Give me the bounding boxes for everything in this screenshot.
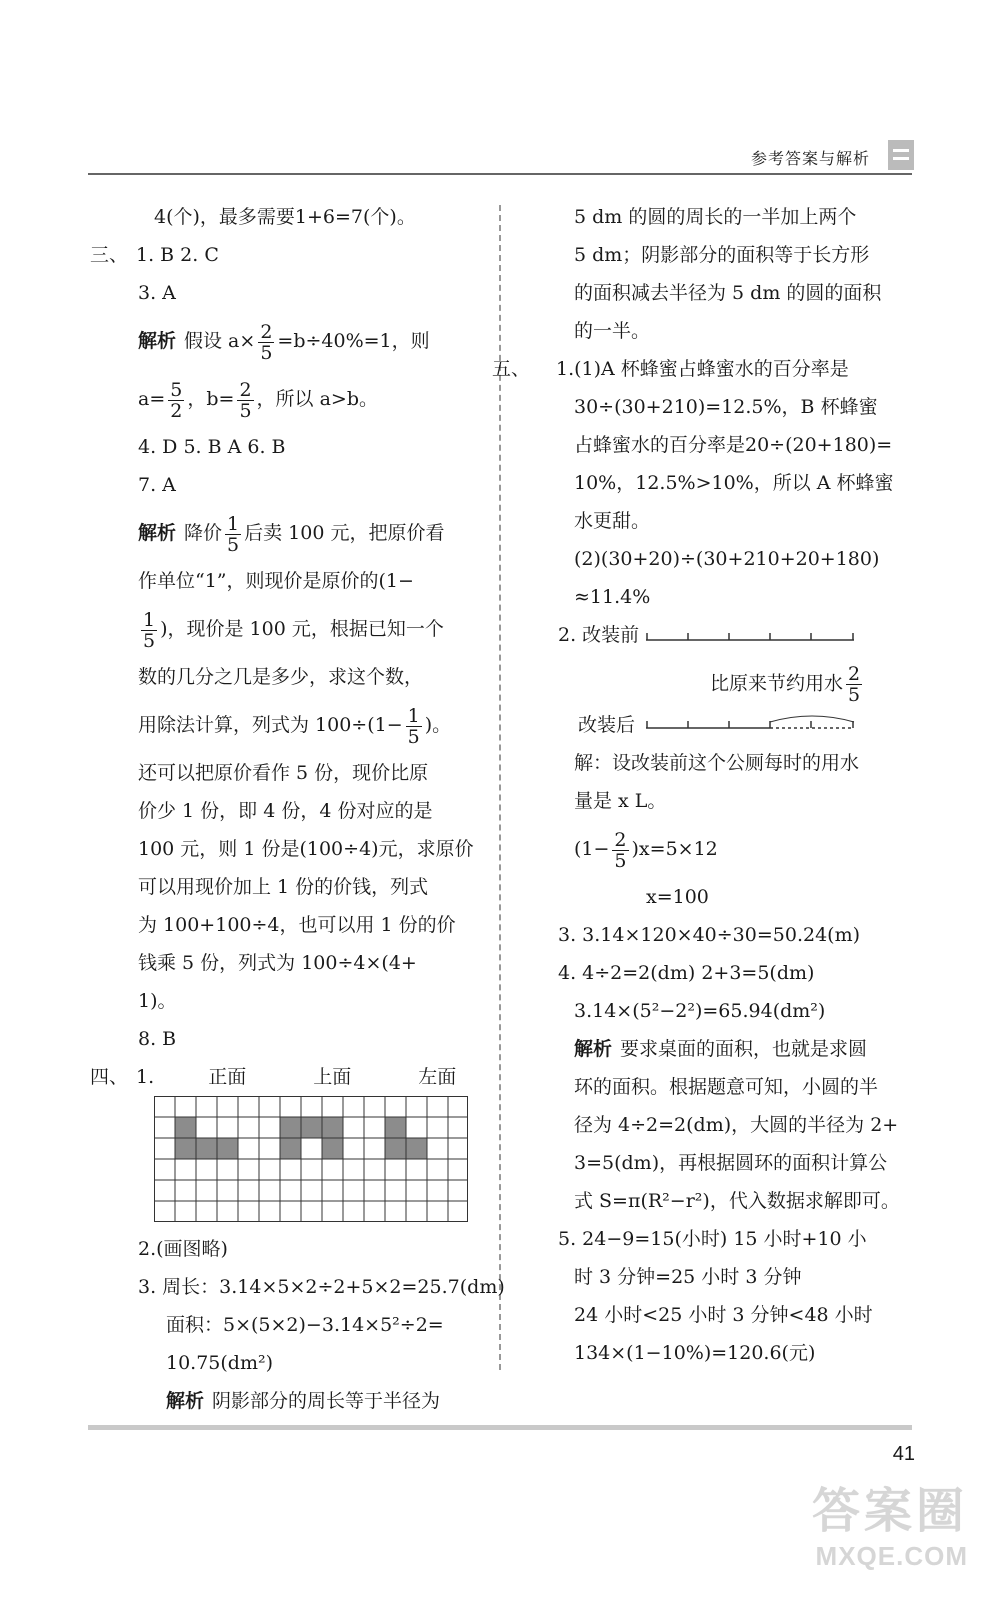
text: 用除法计算，列式为 100÷(1−: [138, 714, 403, 736]
after-segment-diagram: [646, 710, 856, 734]
text-line: 环的面积。根据题意可知，小圆的半: [574, 1076, 879, 1098]
numerator: 1: [407, 704, 420, 727]
text-line: 时 3 分钟=25 小时 3 分钟: [574, 1266, 802, 1288]
analysis-line: 100 元，则 1 份是(100÷4)元，求原价: [138, 838, 474, 860]
watermark-text: 答案圈: [811, 1485, 968, 1538]
text: )x=5×12: [631, 838, 718, 860]
section-label: 四、: [90, 1066, 129, 1088]
answer-line: 7. A: [138, 474, 176, 496]
saving-note: [510, 654, 910, 706]
saving-text: [710, 664, 865, 705]
text-line: 的一半。: [574, 320, 651, 342]
top-view-label: 上面: [313, 1066, 352, 1088]
analysis-label: 解析: [574, 1038, 613, 1060]
text: )。: [424, 714, 452, 736]
text: ，所以 a>b。: [256, 388, 378, 410]
front-view-cell: [196, 1138, 217, 1159]
section-five: [492, 350, 910, 388]
text-line: 量是 x L。: [574, 790, 667, 812]
answer-line: 面积：5×(5×2)−3.14×5²÷2=: [166, 1314, 444, 1336]
answer-line: [510, 706, 910, 744]
denominator: 5: [848, 684, 861, 706]
analysis-line: [510, 1030, 910, 1068]
section-four: [90, 1058, 482, 1096]
analysis-line: 数的几分之几是多少，求这个数，: [138, 666, 424, 688]
analysis-line: [90, 312, 482, 370]
answer-line: 4. 4÷2=2(dm) 2+3=5(dm): [558, 962, 815, 984]
page-number: 41: [892, 1443, 915, 1465]
watermark-domain: MXQE.COM: [815, 1541, 968, 1571]
question-number: 1.: [136, 1066, 155, 1088]
answer-line: 3. 周长：3.14×5×2÷2+5×2=25.7(dm): [138, 1276, 505, 1298]
numerator: 2: [260, 320, 273, 343]
denominator: 5: [143, 629, 156, 652]
text: =b÷40%=1，则: [277, 330, 430, 352]
analysis-label: 解析: [138, 330, 177, 352]
answer-line: 10.75(dm²): [166, 1352, 274, 1374]
analysis-line: [90, 696, 482, 754]
top-view-cell: [301, 1117, 322, 1138]
text: ，b=: [187, 388, 235, 410]
text: )，现价是 100 元，根据已知一个: [160, 618, 444, 640]
analysis-line: 作单位“1”，则现价是原价的(1−: [138, 570, 414, 592]
equation-line: x=100: [646, 886, 709, 908]
front-view-cell: [175, 1138, 196, 1159]
analysis-line: [90, 1382, 482, 1420]
text-line: (2)(30+20)÷(30+210+20+180): [574, 548, 880, 570]
analysis-line: [90, 600, 482, 658]
denominator: 5: [227, 533, 240, 556]
fraction: [846, 664, 862, 705]
front-view-label: 正面: [208, 1066, 247, 1088]
text-line: 10%，12.5%>10%，所以 A 杯蜂蜜: [574, 472, 894, 494]
footer-rule: [88, 1425, 912, 1430]
text-line: 5 dm 的圆的周长的一半加上两个: [574, 206, 857, 228]
denominator: 5: [407, 725, 420, 748]
text-line: ≈11.4%: [574, 586, 651, 608]
analysis-line: [90, 370, 482, 428]
text-line: 24 小时<25 小时 3 分钟<48 小时: [574, 1304, 873, 1326]
left-view-cell: [385, 1117, 406, 1138]
fraction: [612, 830, 628, 871]
fraction: [168, 380, 184, 421]
numerator: 5: [170, 378, 183, 401]
text: 比原来节约用水: [710, 672, 844, 695]
text: (1−: [574, 838, 610, 860]
text-line: 的面积减去半径为 5 dm 的圆的面积: [574, 282, 882, 304]
answer-line: 2.(画图略): [138, 1238, 228, 1260]
numerator: 2: [239, 378, 252, 401]
before-label: 2. 改装前: [558, 624, 640, 646]
section-three: [90, 236, 482, 274]
left-view-label: 左面: [418, 1066, 457, 1088]
answer-line: 3. A: [138, 282, 176, 304]
answer-line: 1. B 2. C: [136, 244, 219, 266]
fraction: [141, 610, 157, 651]
fraction: [258, 322, 274, 363]
top-view-cell: [322, 1138, 343, 1159]
text: a=: [138, 388, 166, 410]
front-view-cell: [217, 1138, 238, 1159]
section-label: 三、: [90, 244, 129, 266]
text-line: 水更甜。: [574, 510, 651, 532]
three-view-grid: [154, 1096, 468, 1222]
answer-line: 3. 3.14×120×40÷30=50.24(m): [558, 924, 861, 946]
section-tab-icon: [888, 140, 914, 170]
answer-line: 1.(1)A 杯蜂蜜占蜂蜜水的百分率是: [556, 358, 849, 380]
denominator: 5: [239, 399, 252, 422]
text: 假设 a×: [184, 330, 256, 352]
analysis-line: 价少 1 份，即 4 份，4 份对应的是: [138, 800, 433, 822]
analysis-line: 为 100+100÷4，也可以用 1 份的价: [138, 914, 456, 936]
text-line: 占蜂蜜水的百分率是20÷(20+180)=: [574, 434, 893, 456]
top-view-cell: [280, 1117, 301, 1138]
right-column: [492, 198, 910, 1372]
fraction: [237, 380, 253, 421]
text: 降价: [184, 522, 223, 544]
analysis-line: [90, 504, 482, 562]
denominator: 5: [260, 341, 273, 364]
header-rule: [88, 173, 912, 175]
answer-line: [510, 616, 910, 654]
text-line: 5 dm；阴影部分的面积等于长方形: [574, 244, 870, 266]
analysis-line: 钱乘 5 份，列式为 100÷4×(4+: [138, 952, 417, 974]
answer-line: 8. B: [138, 1028, 177, 1050]
analysis-line: 可以用现价加上 1 份的价钱，列式: [138, 876, 429, 898]
top-view-cell: [322, 1117, 343, 1138]
text-line: 解：设改装前这个公厕每时的用水: [574, 752, 860, 774]
denominator: 5: [614, 849, 627, 872]
fraction: [406, 706, 422, 747]
text-line: 3.14×(5²−2²)=65.94(dm²): [574, 1000, 826, 1022]
text-line: 134×(1−10%)=120.6(元): [574, 1342, 816, 1364]
header-title: 参考答案与解析: [750, 149, 870, 168]
text: 后卖 100 元，把原价看: [244, 522, 445, 544]
numerator: 1: [227, 512, 240, 535]
text-line: 径为 4÷2=2(dm)，大圆的半径为 2+: [574, 1114, 899, 1136]
numerator: 2: [614, 828, 627, 851]
analysis-label: 解析: [138, 522, 177, 544]
answer-line: 5. 24−9=15(小时) 15 小时+10 小: [558, 1228, 867, 1250]
answer-line: 4. D 5. B A 6. B: [138, 436, 286, 458]
left-column: [90, 198, 505, 1420]
watermark: [812, 1472, 968, 1572]
left-view-cell: [385, 1138, 406, 1159]
top-view-cell: [280, 1138, 301, 1159]
analysis-line: 还可以把原价看作 5 份，现价比原: [138, 762, 429, 784]
text-line: 30÷(30+210)=12.5%，B 杯蜂蜜: [574, 396, 878, 418]
text: 要求桌面的面积，也就是求圆: [620, 1038, 868, 1060]
text-line: 3=5(dm)，再根据圆环的面积计算公: [574, 1152, 888, 1174]
left-view-cell: [406, 1138, 427, 1159]
text-line: 式 S=π(R²−r²)，代入数据求解即可。: [574, 1190, 900, 1212]
text: 阴影部分的周长等于半径为: [212, 1390, 441, 1412]
analysis-label: 解析: [166, 1390, 205, 1412]
numerator: 2: [848, 663, 861, 685]
equation-line: [510, 820, 910, 878]
front-view-cell: [175, 1117, 196, 1138]
before-segment-diagram: [646, 630, 856, 644]
section-label: 五、: [492, 358, 531, 380]
numerator: 1: [143, 608, 156, 631]
denominator: 2: [170, 399, 183, 422]
analysis-line: 1)。: [138, 990, 177, 1012]
after-label: 改装后: [578, 714, 636, 736]
view-labels: [160, 1058, 460, 1092]
fraction: [225, 514, 241, 555]
text-line: 4(个)，最多需要1+6=7(个)。: [154, 206, 416, 228]
